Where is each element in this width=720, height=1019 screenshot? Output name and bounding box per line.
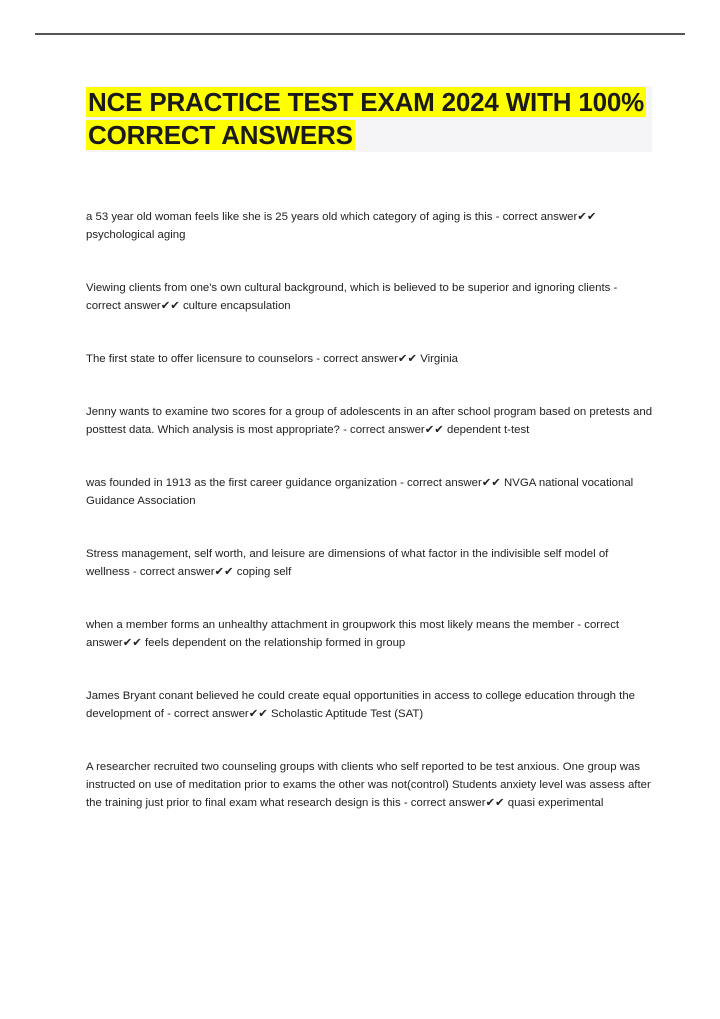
qa-item bbox=[86, 208, 654, 244]
answer-marker: - correct answer✔✔ bbox=[343, 424, 444, 436]
qa-item bbox=[86, 474, 654, 510]
answer-marker: - correct answer✔✔ bbox=[495, 211, 597, 223]
answer-text: quasi experimental bbox=[507, 797, 604, 809]
qa-item bbox=[86, 279, 654, 315]
question-text: A researcher recruited two counseling groups with clients who self reported to be test anxious. One group was instructed on use of meditation prior to exams the other was not(control) Students anxiety level was assess after the training just prior to final exam what research design is this bbox=[86, 761, 651, 809]
qa-item bbox=[86, 616, 654, 652]
answer-text: NVGA national vocational Guidance Association bbox=[86, 477, 634, 507]
question-text: Jenny wants to examine two scores for a group of adolescents in an after school program based on pretests and posttest data. Which analysis is most appropriate? bbox=[86, 406, 653, 436]
qa-item bbox=[86, 545, 654, 581]
answer-marker: - correct answer✔✔ bbox=[400, 477, 501, 489]
question-text: The first state to offer licensure to counselors bbox=[86, 353, 314, 365]
answer-marker: - correct answer✔✔ bbox=[86, 619, 620, 649]
document-title: NCE PRACTICE TEST EXAM 2024 WITH 100% CORRECT ANSWERS bbox=[88, 87, 645, 150]
qa-item bbox=[86, 350, 654, 368]
question-text: when a member forms an unhealthy attachment in groupwork this most likely means the member bbox=[86, 619, 575, 631]
answer-marker: - correct answer✔✔ bbox=[86, 282, 618, 312]
qa-list bbox=[86, 208, 654, 812]
answer-text: Scholastic Aptitude Test (SAT) bbox=[270, 708, 424, 720]
question-text: a 53 year old woman feels like she is 25 years old which category of aging is this bbox=[86, 211, 493, 223]
header-rule bbox=[35, 33, 685, 35]
answer-text: dependent t-test bbox=[446, 424, 530, 436]
answer-text: culture encapsulation bbox=[182, 300, 291, 312]
answer-marker: - correct answer✔✔ bbox=[316, 353, 418, 365]
answer-text: psychological aging bbox=[86, 229, 186, 241]
question-text: Viewing clients from one's own cultural background, which is believed to be superior and ignoring clients bbox=[86, 282, 611, 294]
answer-text: Virginia bbox=[420, 353, 458, 365]
answer-text: feels dependent on the relationship formed in group bbox=[144, 637, 406, 649]
qa-item bbox=[86, 403, 654, 439]
question-text: James Bryant conant believed he could create equal opportunities in access to college education through the development of bbox=[86, 690, 636, 720]
answer-marker: - correct answer✔✔ bbox=[403, 797, 505, 809]
answer-text: coping self bbox=[236, 566, 292, 578]
title-block bbox=[86, 86, 652, 152]
qa-item bbox=[86, 758, 654, 812]
question-text: was founded in 1913 as the first career guidance organization bbox=[86, 477, 397, 489]
qa-item bbox=[86, 687, 654, 723]
question-text: Stress management, self worth, and leisure are dimensions of what factor in the indivisible self model of wellness bbox=[86, 548, 609, 578]
answer-marker: - correct answer✔✔ bbox=[132, 566, 234, 578]
answer-marker: - correct answer✔✔ bbox=[167, 708, 268, 720]
